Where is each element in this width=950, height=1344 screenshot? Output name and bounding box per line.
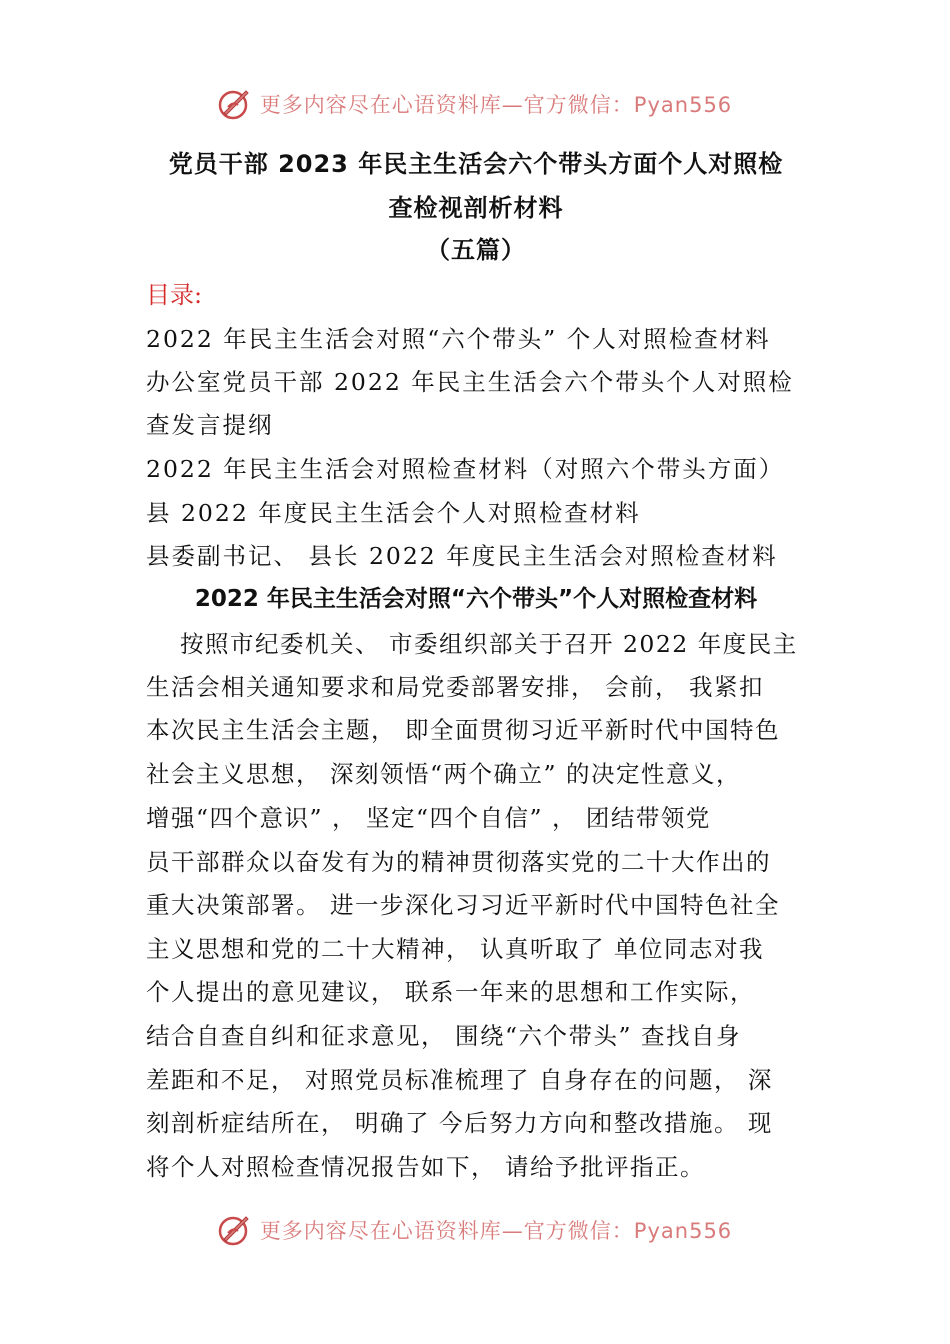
paragraph-line: 将个人对照检查情况报告如下， 请给予批评指正。 <box>146 1153 705 1181</box>
paragraph-line: 主义思想和党的二十大精神， 认真听取了 单位同志对我 <box>146 935 764 963</box>
pen-logo-icon <box>218 1213 252 1247</box>
paragraph-line: 差距和不足， 对照党员标准梳理了 自身存在的问题， 深 <box>146 1066 773 1094</box>
paragraph-line: 增强“四个意识” ， 坚定“四个自信” ， 团结带领党 <box>146 804 711 832</box>
toc-item: 2022 年民主生活会对照检查材料（对照六个带头方面） <box>146 455 785 483</box>
section-title: 2022 年民主生活会对照“六个带头”个人对照检查材料 <box>194 586 758 612</box>
pen-logo-icon <box>218 87 252 121</box>
header-banner-text: 更多内容尽在心语资料库—官方微信：Pyan556 <box>259 93 733 117</box>
footer-banner <box>0 1210 950 1250</box>
paragraph-line: 按照市纪委机关、 市委组织部关于召开 2022 年度民主 <box>180 630 798 658</box>
paragraph-line: 结合自查自纠和征求意见， 围绕“六个带头” 查找自身 <box>146 1022 741 1050</box>
paragraph-line: 重大决策部署。 进一步深化习习近平新时代中国特色社全 <box>146 891 780 919</box>
toc-item: 2022 年民主生活会对照“六个带头” 个人对照检查材料 <box>146 325 771 353</box>
toc-item: 办公室党员干部 2022 年民主生活会六个带头个人对照检 <box>146 368 794 396</box>
document-title-line-1: 党员干部 2023 年民主生活会六个带头方面个人对照检 <box>168 150 784 178</box>
toc-item: 县 2022 年度民主生活会个人对照检查材料 <box>146 499 641 527</box>
toc-label: 目录: <box>146 281 203 309</box>
paragraph-line: 社会主义思想， 深刻领悟“两个确立” 的决定性意义， <box>146 760 741 788</box>
header-banner <box>0 84 950 124</box>
footer-banner-text: 更多内容尽在心语资料库—官方微信：Pyan556 <box>259 1219 733 1243</box>
paragraph-line: 刻剖析症结所在， 明确了 今后努力方向和整改措施。 现 <box>146 1109 773 1137</box>
paragraph-line: 员干部群众以奋发有为的精神贯彻落实党的二十大作出的 <box>146 848 771 876</box>
document-title-line-2: 查检视剖析材料 <box>388 194 564 222</box>
paragraph-line: 本次民主生活会主题， 即全面贯彻习近平新时代中国特色 <box>146 716 780 744</box>
toc-item: 县委副书记、 县长 2022 年度民主生活会对照检查材料 <box>146 542 778 570</box>
paragraph-line: 生活会相关通知要求和局党委部署安排， 会前， 我紧扣 <box>146 673 764 701</box>
document-title-line-3: （五篇） <box>426 236 526 264</box>
toc-item: 查发言提纲 <box>146 411 274 439</box>
paragraph-line: 个人提出的意见建议， 联系一年来的思想和工作实际， <box>146 978 755 1006</box>
